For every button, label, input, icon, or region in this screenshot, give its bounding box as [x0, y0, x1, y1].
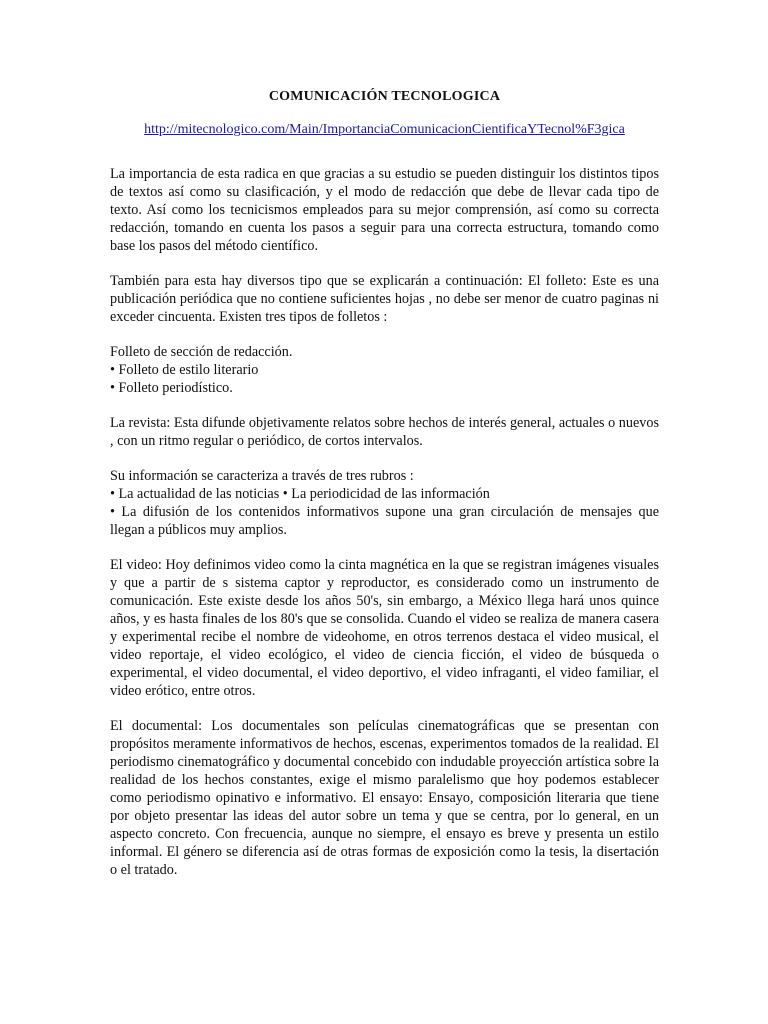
document-page: [110, 88, 659, 896]
list-item: • La difusión de los contenidos informativos supone una gran circulación de mensajes que llegan a públicos muy amplios.: [110, 504, 659, 538]
document-title: COMUNICACIÓN TECNOLOGICA: [268, 89, 501, 104]
info-rubros: [110, 467, 659, 539]
list-item: • Folleto de estilo literario: [110, 362, 259, 378]
list-item: Folleto de sección de redacción.: [110, 344, 293, 360]
paragraph-importancia: La importancia de esta radica en que gracias a su estudio se pueden distinguir los distintos tipos de textos así como su clasificación, y el modo de redacción que debe de llevar cada tipo de texto. Así como los tecnicismos empleados para su mejor comprensión, así como su correcta redacción, tomando en cuenta los pasos a seguir para una correcta estructura, tomando como base los pasos del método científico.: [110, 166, 659, 254]
source-link[interactable]: http://mitecnologico.com/Main/ImportanciaComunicacionCientificaYTecnol%F3gica: [144, 122, 625, 137]
list-item: • Folleto periodístico.: [110, 380, 233, 396]
paragraph-folleto: También para esta hay diversos tipo que se explicarán a continuación: El folleto: Este es una publicación periódica que no contiene suficientes hojas , no debe ser menor de cuatro paginas ni exceder cincuenta. Existen tres tipos de folletos :: [110, 273, 659, 325]
list-item: • La actualidad de las noticias • La periodicidad de las información: [110, 486, 490, 502]
paragraph-revista: La revista: Esta difunde objetivamente relatos sobre hechos de interés general, actuales o nuevos , con un ritmo regular o periódico, de cortos intervalos.: [110, 415, 659, 449]
paragraph-video: El video: Hoy definimos video como la cinta magnética en la que se registran imágenes visuales y que a partir de s sistema captor y reproductor, es considerado como un instrumento de comunicación. Este existe desde los años 50's, sin embargo, a México llega hará unos quince años, y es hasta finales de los 80's que se consolida. Cuando el video se realiza de manera casera y experimental recibe el nombre de videohome, en otros terrenos destaca el video musical, el video reportaje, el video ecológico, el video de ciencia ficción, el video de búsqueda o experimental, el video documental, el video deportivo, el video infraganti, el video familiar, el video erótico, entre otros.: [110, 557, 659, 699]
info-intro: Su información se caracteriza a través de tres rubros :: [110, 468, 414, 484]
paragraph-documental: El documental: Los documentales son películas cinematográficas que se presentan con propósitos meramente informativos de hechos, escenas, experimentos tomados de la realidad. El periodismo cinematográfico y documental concebido con indudable proyección artística sobre la realidad de los hechos constantes, exige el mismo paralelismo que hoy podemos establecer como periodismo opinativo e informativo. El ensayo: Ensayo, composición literaria que tiene por objeto presentar las ideas del autor sobre un tema y que se centra, por lo general, en un aspecto concreto. Con frecuencia, aunque no siempre, el ensayo es breve y presenta un estilo informal. El género se diferencia así de otras formas de exposición como la tesis, la disertación o el tratado.: [110, 718, 659, 878]
folleto-types-list: [110, 343, 659, 397]
